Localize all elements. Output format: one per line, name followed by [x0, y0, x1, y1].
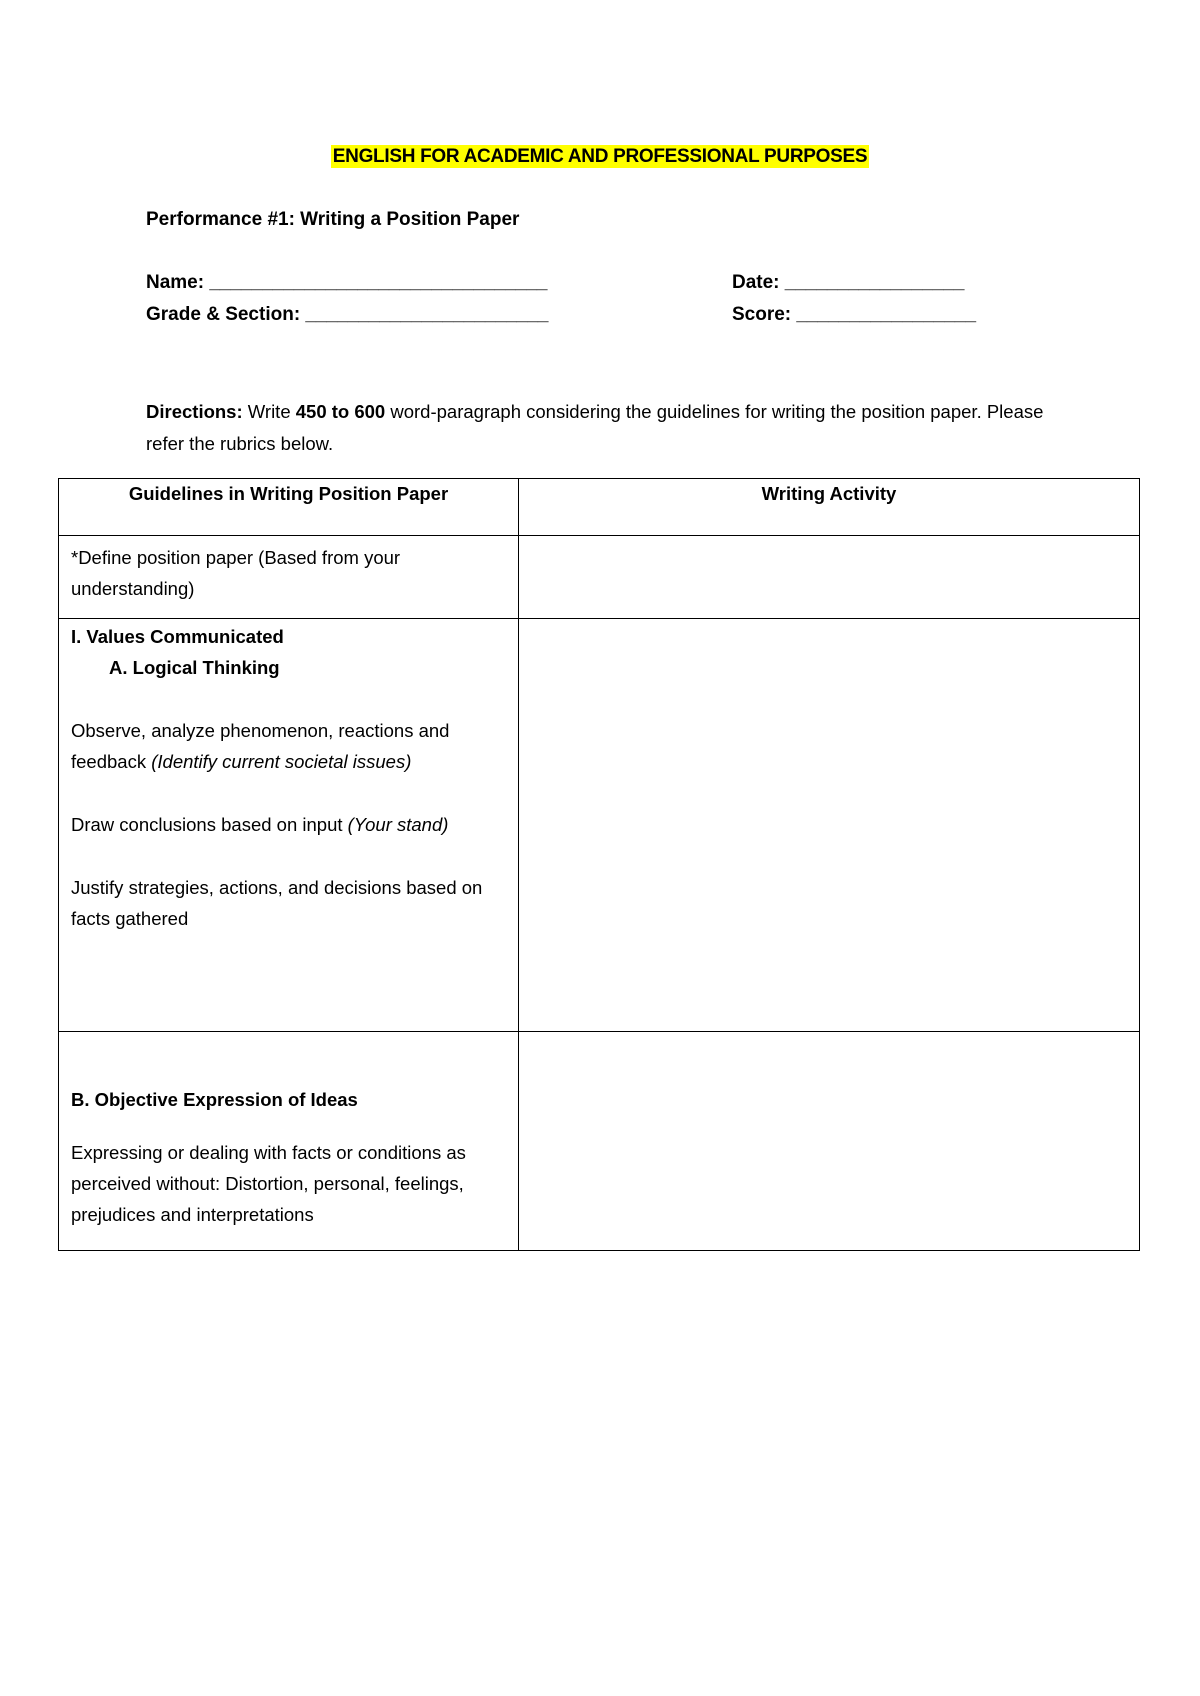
writing-activity-cell-2[interactable] — [519, 619, 1140, 1032]
define-position-paper-cell — [59, 536, 519, 619]
values-communicated-cell — [59, 619, 519, 1032]
header-guidelines: Guidelines in Writing Position Paper — [59, 479, 519, 536]
writing-activity-cell-3[interactable] — [519, 1032, 1140, 1251]
score-field[interactable]: Score: _________________ — [732, 304, 977, 325]
draw-conclusions-text: Draw conclusions based on input — [71, 814, 348, 835]
table-row — [59, 536, 1140, 619]
guidelines-table — [58, 478, 1140, 1251]
directions-label: Directions: — [146, 401, 243, 422]
objective-expression-heading: B. Objective Expression of Ideas — [71, 1089, 358, 1110]
observe-text: Observe, analyze phenomenon, reactions and feedback — [71, 720, 450, 772]
performance-subtitle: Performance #1: Writing a Position Paper — [146, 209, 520, 230]
table-header-row — [59, 479, 1140, 536]
name-field[interactable]: Name: ________________________________ — [146, 272, 548, 293]
define-position-paper-text: *Define position paper (Based from your understanding) — [71, 547, 401, 599]
table-row — [59, 619, 1140, 1032]
observe-note: (Identify current societal issues) — [151, 751, 412, 772]
directions-paragraph — [146, 396, 1046, 460]
draw-conclusions-item — [71, 809, 506, 840]
logical-thinking-subheading: A. Logical Thinking — [109, 657, 280, 678]
directions-text-2: word-paragraph considering the guidelines for writing the position paper. Please refer the rubrics below. — [146, 401, 1044, 454]
objective-expression-cell — [59, 1032, 519, 1251]
document-title: ENGLISH FOR ACADEMIC AND PROFESSIONAL PURPOSES — [332, 146, 868, 167]
directions-text-1: Write — [242, 401, 296, 422]
observe-item — [71, 715, 506, 777]
values-communicated-heading: I. Values Communicated — [71, 626, 284, 647]
date-field[interactable]: Date: _________________ — [732, 272, 965, 293]
title-container — [0, 146, 1200, 168]
directions-word-range: 450 to 600 — [295, 401, 386, 422]
grade-section-field[interactable]: Grade & Section: _______________________ — [146, 304, 549, 325]
objective-expression-text: Expressing or dealing with facts or conditions as perceived without: Distortion, personal, feelings, prejudices and interpretations — [71, 1142, 466, 1225]
justify-item: Justify strategies, actions, and decisions based on facts gathered — [71, 877, 483, 929]
draw-conclusions-note: (Your stand) — [347, 814, 449, 835]
writing-activity-cell-1[interactable] — [519, 536, 1140, 619]
header-writing-activity: Writing Activity — [519, 479, 1140, 536]
table-row — [59, 1032, 1140, 1251]
